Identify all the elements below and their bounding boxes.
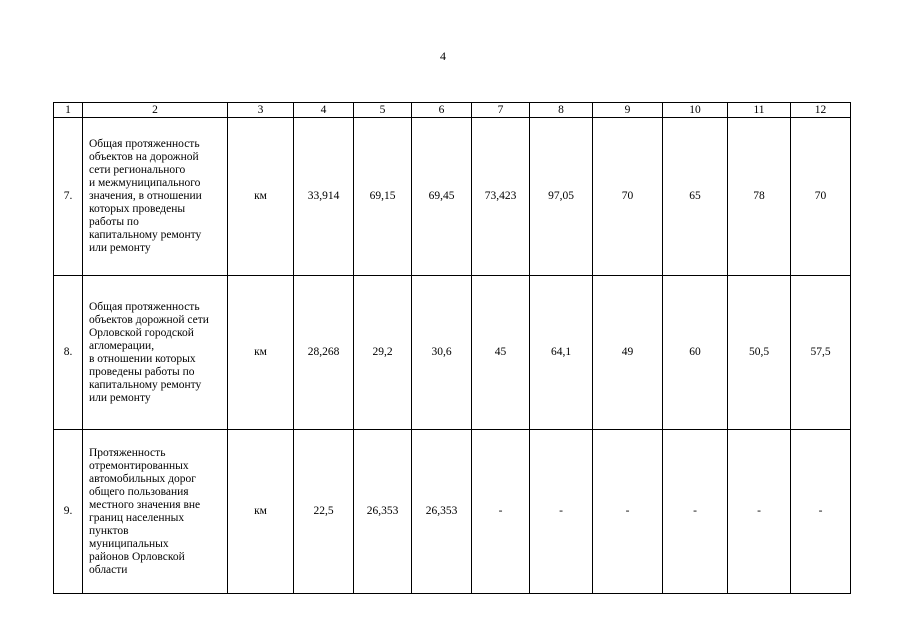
description-line: в отношении которых bbox=[89, 352, 196, 365]
description-line: агломерации, bbox=[89, 339, 155, 352]
column-header: 10 bbox=[663, 103, 728, 118]
description-line: Протяженность bbox=[89, 446, 166, 459]
column-header: 3 bbox=[228, 103, 294, 118]
value-cell: 26,353 bbox=[354, 430, 412, 594]
value-cell: - bbox=[472, 430, 530, 594]
value-cell: 33,914 bbox=[294, 118, 354, 276]
column-header: 7 bbox=[472, 103, 530, 118]
description-line: Общая протяженность bbox=[89, 138, 200, 150]
column-header: 12 bbox=[791, 103, 851, 118]
value-cell: 60 bbox=[663, 276, 728, 430]
indicators-table bbox=[53, 102, 851, 594]
value-cell: 22,5 bbox=[294, 430, 354, 594]
value-cell: 45 bbox=[472, 276, 530, 430]
column-header: 1 bbox=[54, 103, 83, 118]
description-line: отремонтированных bbox=[89, 459, 189, 472]
row-description bbox=[83, 430, 228, 594]
value-cell: 69,15 bbox=[354, 118, 412, 276]
value-cell: 50,5 bbox=[728, 276, 791, 430]
description-line: которых проведены bbox=[89, 203, 186, 215]
table-row bbox=[54, 430, 851, 594]
value-cell: 26,353 bbox=[412, 430, 472, 594]
value-cell: 97,05 bbox=[530, 118, 593, 276]
value-cell: - bbox=[663, 430, 728, 594]
description-line: капитальному ремонту bbox=[89, 378, 202, 391]
column-header: 2 bbox=[83, 103, 228, 118]
row-number: 7. bbox=[54, 118, 83, 276]
row-number: 9. bbox=[54, 430, 83, 594]
value-cell: 28,268 bbox=[294, 276, 354, 430]
description-line: значения, в отношении bbox=[89, 190, 202, 202]
description-line: работы по bbox=[89, 216, 139, 228]
column-header: 8 bbox=[530, 103, 593, 118]
row-description bbox=[83, 276, 228, 430]
description-line: или ремонту bbox=[89, 242, 151, 254]
description-line: общего пользования bbox=[89, 485, 189, 498]
page-number: 4 bbox=[440, 49, 446, 63]
description-line: капитальному ремонту bbox=[89, 229, 202, 241]
description-line: проведены работы по bbox=[89, 365, 195, 378]
value-cell: - bbox=[791, 430, 851, 594]
description-line: муниципальных bbox=[89, 537, 169, 550]
column-header: 9 bbox=[593, 103, 663, 118]
value-cell: 78 bbox=[728, 118, 791, 276]
description-line: или ремонту bbox=[89, 391, 151, 404]
value-cell: 29,2 bbox=[354, 276, 412, 430]
description-line: Орловской городской bbox=[89, 326, 194, 339]
unit-cell: км bbox=[228, 276, 294, 430]
value-cell: 64,1 bbox=[530, 276, 593, 430]
description-line: объектов дорожной сети bbox=[89, 313, 209, 326]
description-line: местного значения вне bbox=[89, 498, 201, 511]
row-number: 8. bbox=[54, 276, 83, 430]
value-cell: 49 bbox=[593, 276, 663, 430]
description-line: районов Орловской bbox=[89, 550, 185, 563]
value-cell: 30,6 bbox=[412, 276, 472, 430]
description-line: области bbox=[89, 563, 128, 576]
description-line: границ населенных bbox=[89, 511, 185, 524]
unit-cell: км bbox=[228, 430, 294, 594]
description-line: Общая протяженность bbox=[89, 300, 200, 313]
description-line: объектов на дорожной bbox=[89, 151, 199, 163]
column-header: 6 bbox=[412, 103, 472, 118]
row-description bbox=[83, 118, 228, 276]
value-cell: 69,45 bbox=[412, 118, 472, 276]
description-line: автомобильных дорог bbox=[89, 472, 196, 485]
value-cell: 73,423 bbox=[472, 118, 530, 276]
column-header: 11 bbox=[728, 103, 791, 118]
description-line: и межмуниципального bbox=[89, 177, 201, 189]
value-cell: - bbox=[530, 430, 593, 594]
description-line: пунктов bbox=[89, 524, 129, 537]
header-row bbox=[54, 103, 851, 118]
column-header: 5 bbox=[354, 103, 412, 118]
table-row bbox=[54, 276, 851, 430]
table-row bbox=[54, 118, 851, 276]
value-cell: 70 bbox=[593, 118, 663, 276]
value-cell: 57,5 bbox=[791, 276, 851, 430]
value-cell: 70 bbox=[791, 118, 851, 276]
value-cell: - bbox=[593, 430, 663, 594]
value-cell: - bbox=[728, 430, 791, 594]
unit-cell: км bbox=[228, 118, 294, 276]
value-cell: 65 bbox=[663, 118, 728, 276]
description-line: сети регионального bbox=[89, 164, 186, 176]
column-header: 4 bbox=[294, 103, 354, 118]
